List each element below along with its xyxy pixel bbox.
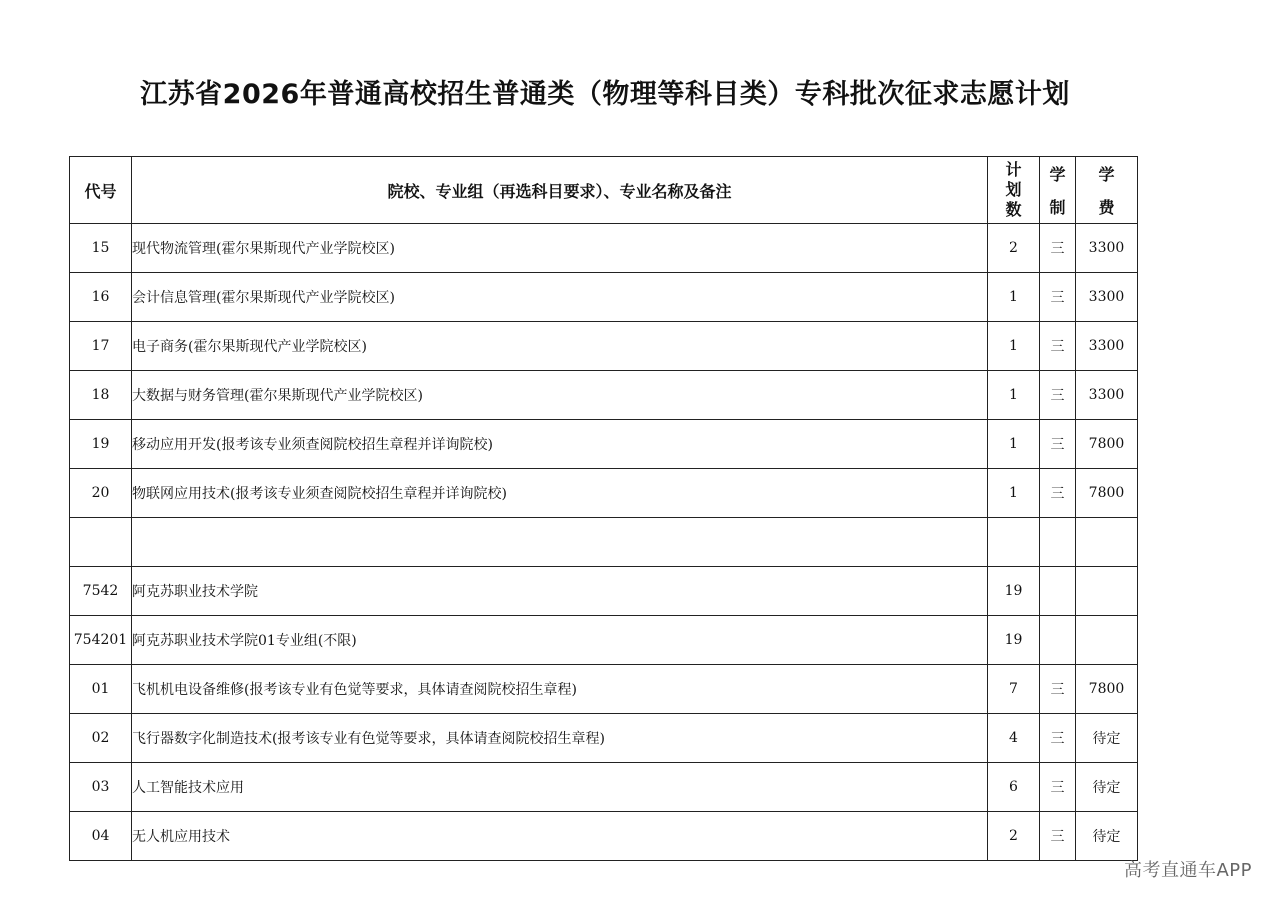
cell-name: 飞机机电设备维修(报考该专业有色觉等要求，具体请查阅院校招生章程) <box>132 665 988 714</box>
table-body <box>70 224 1138 861</box>
table-row <box>70 224 1138 273</box>
cell-fee: 3300 <box>1076 224 1138 273</box>
cell-code: 20 <box>70 469 132 518</box>
enrollment-plan-table <box>69 156 1138 861</box>
cell-code: 03 <box>70 763 132 812</box>
cell-system: 三 <box>1040 224 1076 273</box>
cell-name: 阿克苏职业技术学院01专业组(不限) <box>132 616 988 665</box>
cell-system <box>1040 518 1076 567</box>
cell-name: 人工智能技术应用 <box>132 763 988 812</box>
cell-fee <box>1076 616 1138 665</box>
cell-plan-count: 7 <box>988 665 1040 714</box>
cell-name: 会计信息管理(霍尔果斯现代产业学院校区) <box>132 273 988 322</box>
cell-system: 三 <box>1040 714 1076 763</box>
cell-fee: 待定 <box>1076 763 1138 812</box>
cell-fee: 7800 <box>1076 665 1138 714</box>
cell-plan-count: 1 <box>988 420 1040 469</box>
cell-system: 三 <box>1040 665 1076 714</box>
cell-code: 17 <box>70 322 132 371</box>
cell-fee: 待定 <box>1076 812 1138 861</box>
cell-plan-count: 1 <box>988 371 1040 420</box>
cell-name: 无人机应用技术 <box>132 812 988 861</box>
cell-code: 04 <box>70 812 132 861</box>
table-header-row <box>70 157 1138 224</box>
cell-plan-count: 1 <box>988 469 1040 518</box>
header-name: 院校、专业组（再选科目要求）、专业名称及备注 <box>132 157 988 224</box>
cell-name: 飞行器数字化制造技术(报考该专业有色觉等要求，具体请查阅院校招生章程) <box>132 714 988 763</box>
cell-code: 16 <box>70 273 132 322</box>
cell-system: 三 <box>1040 420 1076 469</box>
cell-system: 三 <box>1040 273 1076 322</box>
cell-system <box>1040 567 1076 616</box>
table-row <box>70 469 1138 518</box>
cell-name: 物联网应用技术(报考该专业须查阅院校招生章程并详询院校) <box>132 469 988 518</box>
table-row <box>70 763 1138 812</box>
cell-fee: 3300 <box>1076 322 1138 371</box>
header-system <box>1040 157 1076 224</box>
table-row <box>70 616 1138 665</box>
table-row <box>70 714 1138 763</box>
header-code: 代号 <box>70 157 132 224</box>
header-system-char: 学 <box>1049 165 1066 184</box>
table-row <box>70 371 1138 420</box>
cell-name <box>132 518 988 567</box>
cell-plan-count: 2 <box>988 812 1040 861</box>
cell-name: 现代物流管理(霍尔果斯现代产业学院校区) <box>132 224 988 273</box>
cell-plan-count: 1 <box>988 273 1040 322</box>
table-row <box>70 665 1138 714</box>
header-fee-char: 费 <box>1098 198 1115 217</box>
header-fee <box>1076 157 1138 224</box>
cell-system: 三 <box>1040 322 1076 371</box>
header-plan <box>988 157 1040 224</box>
cell-system: 三 <box>1040 812 1076 861</box>
cell-name: 阿克苏职业技术学院 <box>132 567 988 616</box>
cell-code: 01 <box>70 665 132 714</box>
table-row <box>70 322 1138 371</box>
cell-plan-count: 1 <box>988 322 1040 371</box>
cell-code: 7542 <box>70 567 132 616</box>
cell-plan-count: 6 <box>988 763 1040 812</box>
cell-code: 18 <box>70 371 132 420</box>
cell-fee: 3300 <box>1076 273 1138 322</box>
cell-name: 大数据与财务管理(霍尔果斯现代产业学院校区) <box>132 371 988 420</box>
cell-name: 电子商务(霍尔果斯现代产业学院校区) <box>132 322 988 371</box>
cell-system: 三 <box>1040 371 1076 420</box>
table-row <box>70 812 1138 861</box>
cell-plan-count <box>988 518 1040 567</box>
header-fee-char: 学 <box>1098 165 1115 184</box>
cell-system: 三 <box>1040 763 1076 812</box>
table-row <box>70 518 1138 567</box>
header-plan-char: 数 <box>1005 200 1022 219</box>
cell-plan-count: 19 <box>988 616 1040 665</box>
table-row <box>70 420 1138 469</box>
watermark-text: 高考直通车APP <box>1123 860 1252 881</box>
cell-code: 19 <box>70 420 132 469</box>
header-plan-char: 划 <box>1005 180 1022 199</box>
cell-code <box>70 518 132 567</box>
cell-fee: 7800 <box>1076 469 1138 518</box>
cell-code: 754201 <box>70 616 132 665</box>
cell-code: 02 <box>70 714 132 763</box>
cell-plan-count: 2 <box>988 224 1040 273</box>
cell-plan-count: 19 <box>988 567 1040 616</box>
table-row <box>70 567 1138 616</box>
cell-fee <box>1076 518 1138 567</box>
cell-fee: 7800 <box>1076 420 1138 469</box>
cell-code: 15 <box>70 224 132 273</box>
table-row <box>70 273 1138 322</box>
cell-fee: 3300 <box>1076 371 1138 420</box>
cell-plan-count: 4 <box>988 714 1040 763</box>
page-title: 江苏省2026年普通高校招生普通类（物理等科目类）专科批次征求志愿计划 <box>140 79 1070 110</box>
cell-system <box>1040 616 1076 665</box>
cell-name: 移动应用开发(报考该专业须查阅院校招生章程并详询院校) <box>132 420 988 469</box>
cell-fee <box>1076 567 1138 616</box>
cell-fee: 待定 <box>1076 714 1138 763</box>
header-plan-char: 计 <box>1005 160 1022 179</box>
cell-system: 三 <box>1040 469 1076 518</box>
header-system-char: 制 <box>1049 198 1066 217</box>
